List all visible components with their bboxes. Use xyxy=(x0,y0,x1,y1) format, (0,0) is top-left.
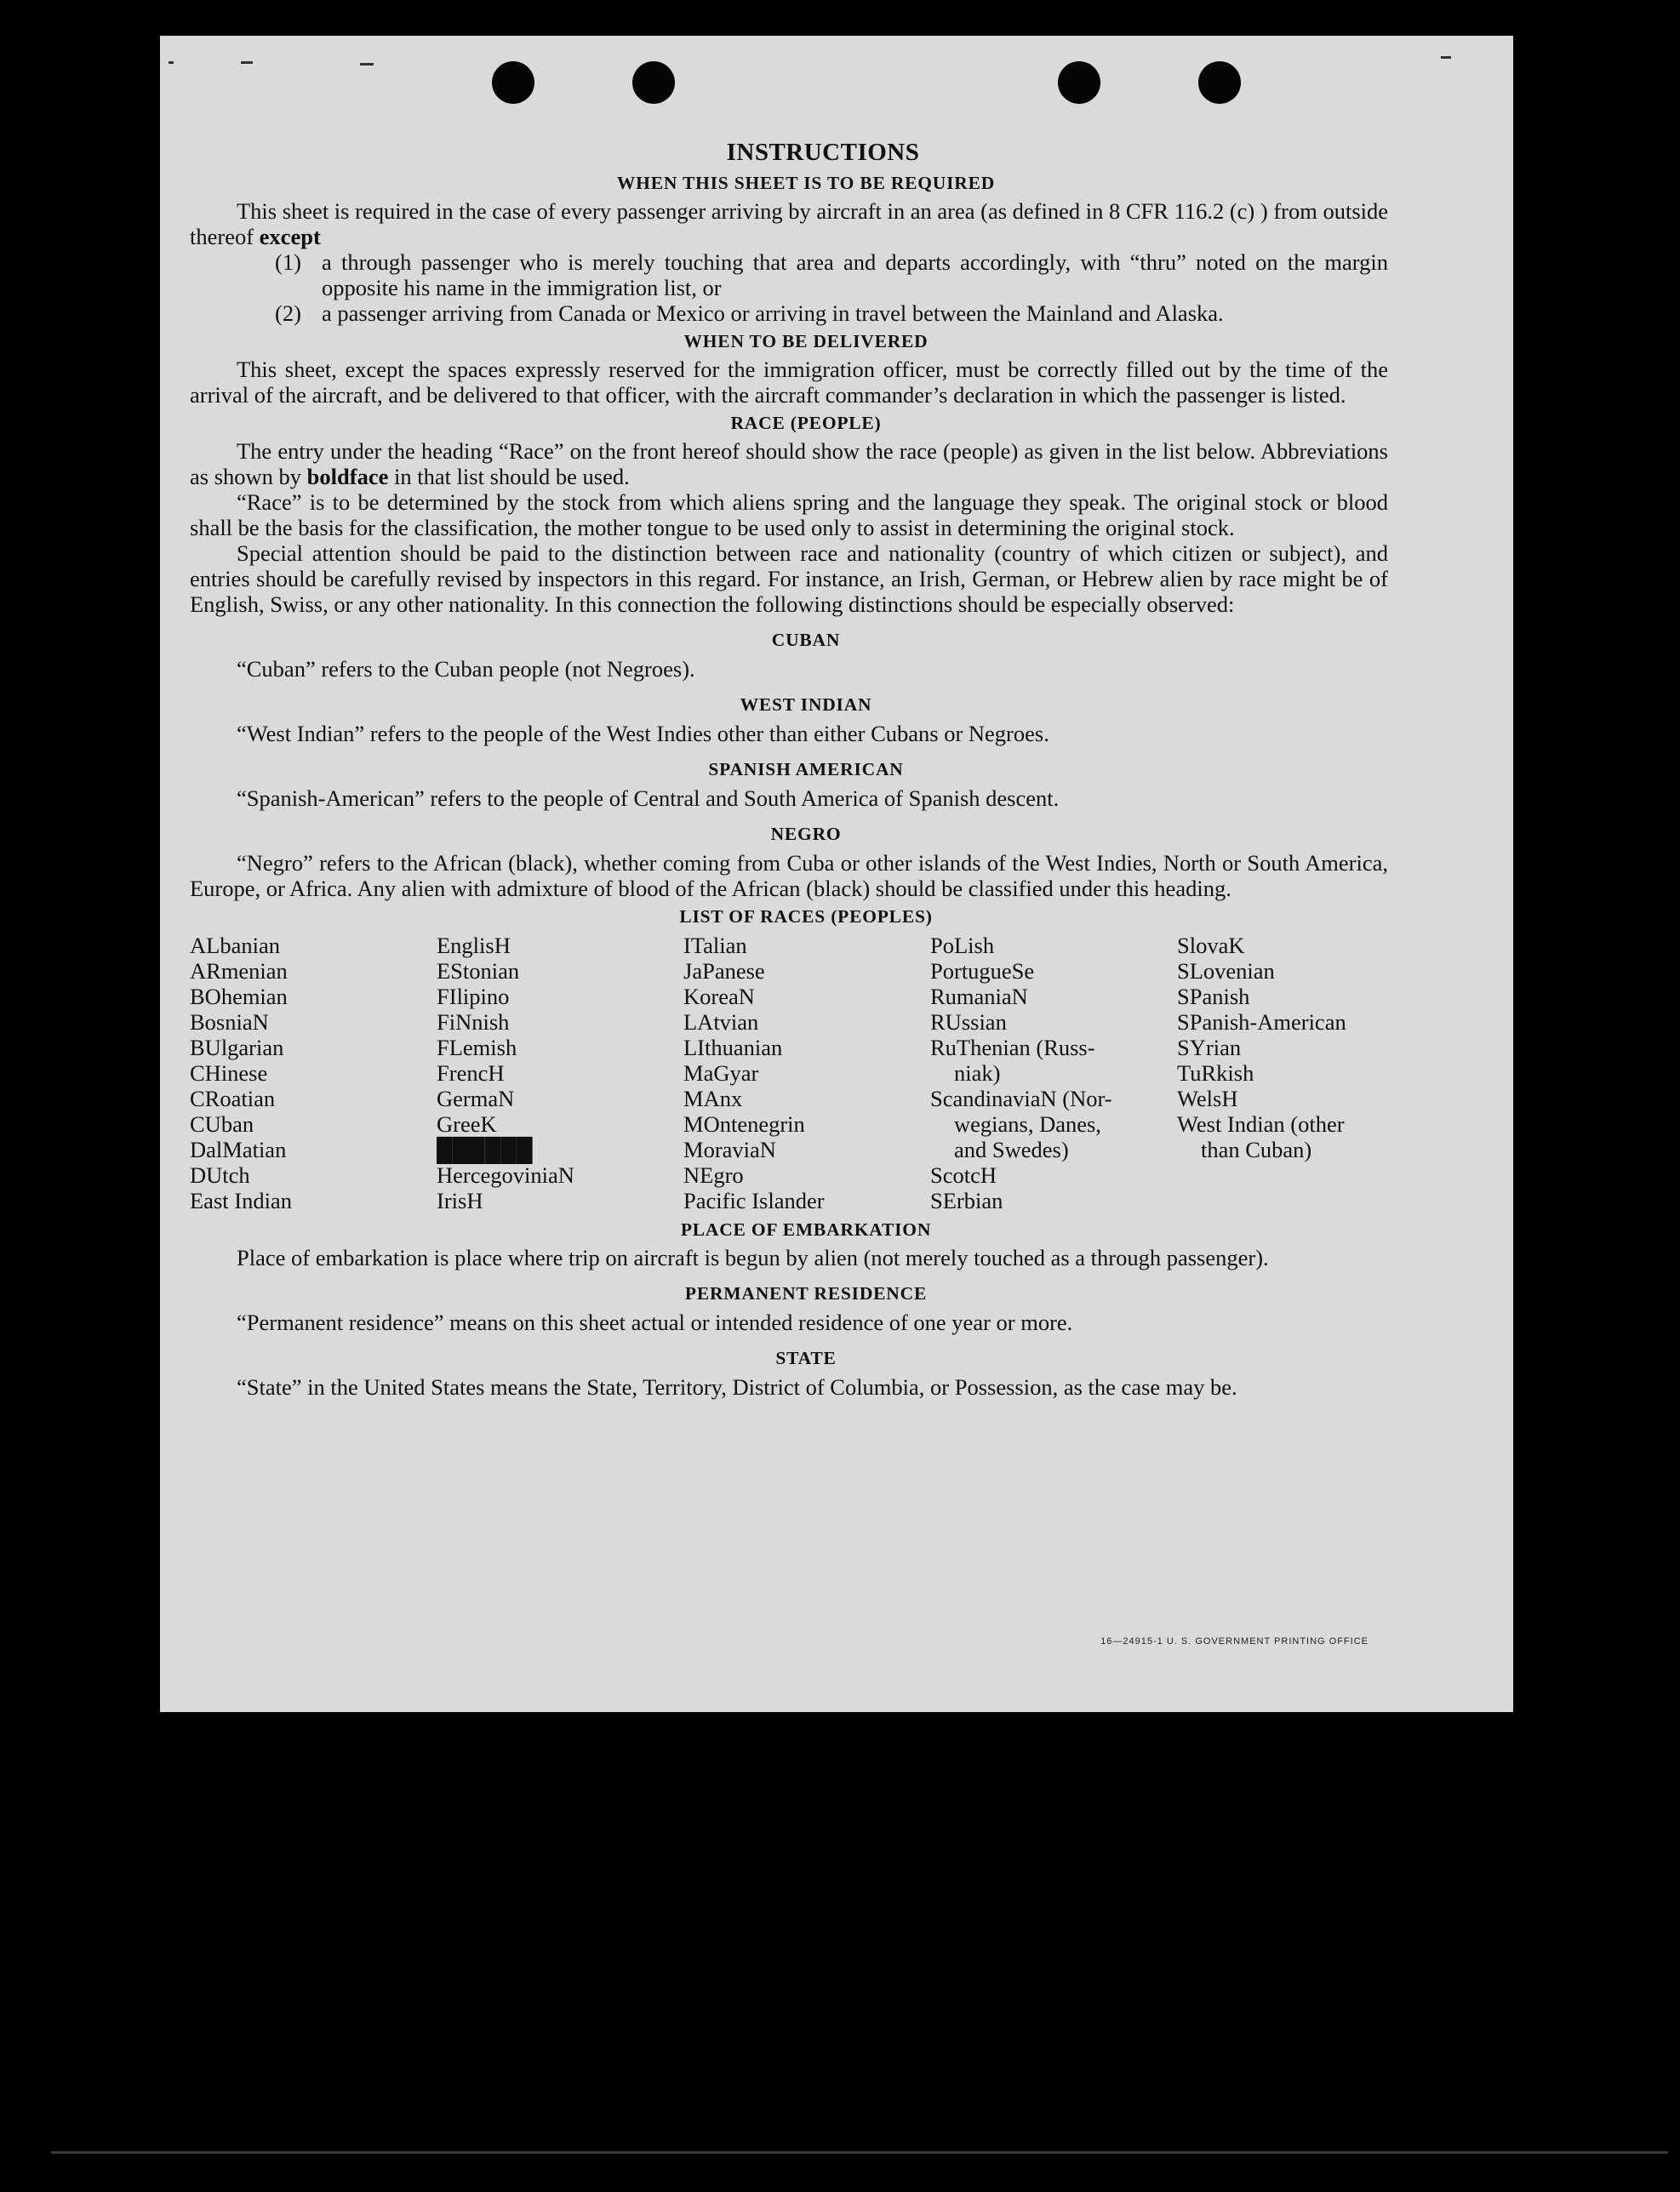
race-entry: IrisH xyxy=(437,1188,483,1213)
heading-when-delivered: WHEN TO BE DELIVERED xyxy=(683,331,929,351)
race-entry: PortugueSe xyxy=(930,958,1035,984)
race-entry: BosniaN xyxy=(190,1009,269,1035)
paragraph-west-indian: “West Indian” refers to the people of the West Indies other than either Cubans or Negroes. xyxy=(237,721,1049,746)
race-entry: MaGyar xyxy=(683,1060,759,1086)
race-entry: EnglisH xyxy=(437,933,511,958)
race-entry: SPanish xyxy=(1177,984,1250,1009)
heading-state: STATE xyxy=(775,1348,837,1368)
race-entry: HercegoviniaN xyxy=(437,1162,574,1188)
instructions-content xyxy=(190,140,1388,1400)
race-entry: BUlgarian xyxy=(190,1035,284,1060)
race-entry: LIthuanian xyxy=(683,1035,783,1060)
race-column xyxy=(437,933,683,1213)
punch-hole xyxy=(492,61,534,104)
punch-hole xyxy=(632,61,675,104)
race-entry: MoraviaN xyxy=(683,1137,776,1162)
heading-negro: NEGRO xyxy=(770,824,842,844)
list-item: (2) a passenger arriving from Canada or Mexico or arriving in travel between the Mainland and Alaska. xyxy=(275,300,1224,326)
paragraph-when-required: This sheet is required in the case of every passenger arriving by aircraft in an area (as defined in 8 CFR 116.2 (c) ) from outside thereof except xyxy=(190,198,1389,249)
heading-spanish-american: SPANISH AMERICAN xyxy=(708,759,904,779)
race-entry: FrencH xyxy=(437,1060,505,1086)
list-item: (1) a through passenger who is merely touching that area and departs accordingly, with “thru” noted on the margin opposite his name in the immigration list, or xyxy=(275,249,1388,300)
heading-cuban: CUBAN xyxy=(771,630,841,650)
race-entry: RuThenian (Russ- xyxy=(930,1035,1095,1060)
paragraph-cuban: “Cuban” refers to the Cuban people (not Negroes). xyxy=(237,656,695,682)
race-entry: RUssian xyxy=(930,1009,1007,1035)
printing-office-code: 16—24915-1 U. S. GOVERNMENT PRINTING OFFICE xyxy=(1100,1636,1369,1647)
heading-race: RACE (PEOPLE) xyxy=(730,413,882,433)
race-entry: SErbian xyxy=(930,1188,1003,1213)
speck xyxy=(169,61,174,64)
race-column xyxy=(190,933,437,1213)
paragraph-race-3: Special attention should be paid to the distinction between race and nationality (country of which citizen or subject), and entries should be carefully revised by inspectors in this regard. For instance, an Irish, German, or Hebrew alien by race might be of English, Swiss, or any other nationality. In this connection the following distinctions should be especially observed: xyxy=(190,540,1388,617)
race-entry: SPanish-American xyxy=(1177,1009,1346,1035)
paragraph-residence: “Permanent residence” means on this sheet actual or intended residence of one year or more. xyxy=(237,1310,1073,1335)
punch-hole xyxy=(1198,61,1241,104)
paragraph-spanish-american: “Spanish-American” refers to the people of Central and South America of Spanish descent. xyxy=(237,785,1060,811)
race-entry: SYrian xyxy=(1177,1035,1242,1060)
race-entry: EStonian xyxy=(437,958,520,984)
scan-edge-line xyxy=(51,2151,1668,2154)
race-entry: GermaN xyxy=(437,1086,515,1111)
race-entry: ScotcH xyxy=(930,1162,997,1188)
race-entry: and Swedes) xyxy=(954,1137,1069,1162)
race-entry: JaPanese xyxy=(683,958,765,984)
race-entry: Pacific Islander xyxy=(683,1188,825,1213)
race-entry: SLovenian xyxy=(1177,958,1275,984)
race-entry: LAtvian xyxy=(683,1009,759,1035)
race-entry: CUban xyxy=(190,1111,254,1137)
heading-when-required: WHEN THIS SHEET IS TO BE REQUIRED xyxy=(616,173,996,193)
race-entry: NEgro xyxy=(683,1162,744,1188)
race-entry: CHinese xyxy=(190,1060,268,1086)
heading-residence: PERMANENT RESIDENCE xyxy=(684,1283,928,1304)
paragraph-state: “State” in the United States means the State, Territory, District of Columbia, or Possession, as the case may be. xyxy=(237,1374,1237,1400)
race-entry: FiNnish xyxy=(437,1009,510,1035)
race-entry: MAnx xyxy=(683,1086,743,1111)
race-entry: RumaniaN xyxy=(930,984,1028,1009)
speck xyxy=(360,63,374,66)
race-entry: DUtch xyxy=(190,1162,250,1188)
race-entry: GreeK xyxy=(437,1111,497,1137)
race-entry: East Indian xyxy=(190,1188,292,1213)
paragraph-negro: “Negro” refers to the African (black), whether coming from Cuba or other islands of the West Indies, North or South America, Europe, or Africa. Any alien with admixture of blood of the African (black) should be classified under this heading. xyxy=(190,850,1388,901)
race-entry: KoreaN xyxy=(683,984,755,1009)
punch-hole xyxy=(1058,61,1100,104)
race-entry: ALbanian xyxy=(190,933,280,958)
speck xyxy=(1441,56,1451,59)
race-entry: than Cuban) xyxy=(1201,1137,1312,1162)
heading-west-indian: WEST INDIAN xyxy=(740,694,872,715)
document-sheet xyxy=(160,36,1513,1712)
race-entry: ITalian xyxy=(683,933,747,958)
paragraph-race-1: The entry under the heading “Race” on the front hereof should show the race (people) as given in the list below. Abbreviations as shown by boldface in that list should be used. xyxy=(190,438,1388,489)
race-entry: West Indian (other xyxy=(1177,1111,1345,1137)
paragraph-race-2: “Race” is to be determined by the stock from which aliens spring and the language they speak. The original stock or blood shall be the basis for the classification, the mother tongue to be used only to assist in determining the original stock. xyxy=(190,489,1388,540)
race-column xyxy=(1177,933,1424,1213)
race-entry: wegians, Danes, xyxy=(954,1111,1101,1137)
race-entry: SlovaK xyxy=(1177,933,1245,958)
race-entry: BOhemian xyxy=(190,984,288,1009)
race-entry: FIlipino xyxy=(437,984,510,1009)
page-title: INSTRUCTIONS xyxy=(726,139,920,166)
race-entry: ScandinaviaN (Nor- xyxy=(930,1086,1112,1111)
heading-list-of-races: LIST OF RACES (PEOPLES) xyxy=(679,906,933,927)
heading-embarkation: PLACE OF EMBARKATION xyxy=(680,1219,932,1240)
race-entry-redacted: ██████ xyxy=(437,1137,533,1162)
race-entry: FLemish xyxy=(437,1035,517,1060)
race-entry: DalMatian xyxy=(190,1137,287,1162)
race-column xyxy=(683,933,930,1213)
paragraph-when-delivered: This sheet, except the spaces expressly reserved for the immigration officer, must be correctly filled out by the time of the arrival of the aircraft, and be delivered to that officer, with the aircraft commander’s declaration in which the passenger is listed. xyxy=(190,357,1388,408)
race-entry: MOntenegrin xyxy=(683,1111,805,1137)
paragraph-embarkation: Place of embarkation is place where trip on aircraft is begun by alien (not merely touched as a through passenger). xyxy=(237,1245,1269,1270)
race-entry: CRoatian xyxy=(190,1086,276,1111)
race-list xyxy=(190,933,1388,1213)
race-entry: niak) xyxy=(954,1060,1001,1086)
race-entry: WelsH xyxy=(1177,1086,1238,1111)
speck xyxy=(241,61,253,64)
race-entry: PoLish xyxy=(930,933,995,958)
race-column xyxy=(930,933,1177,1213)
race-entry: ARmenian xyxy=(190,958,288,984)
race-entry: TuRkish xyxy=(1177,1060,1254,1086)
